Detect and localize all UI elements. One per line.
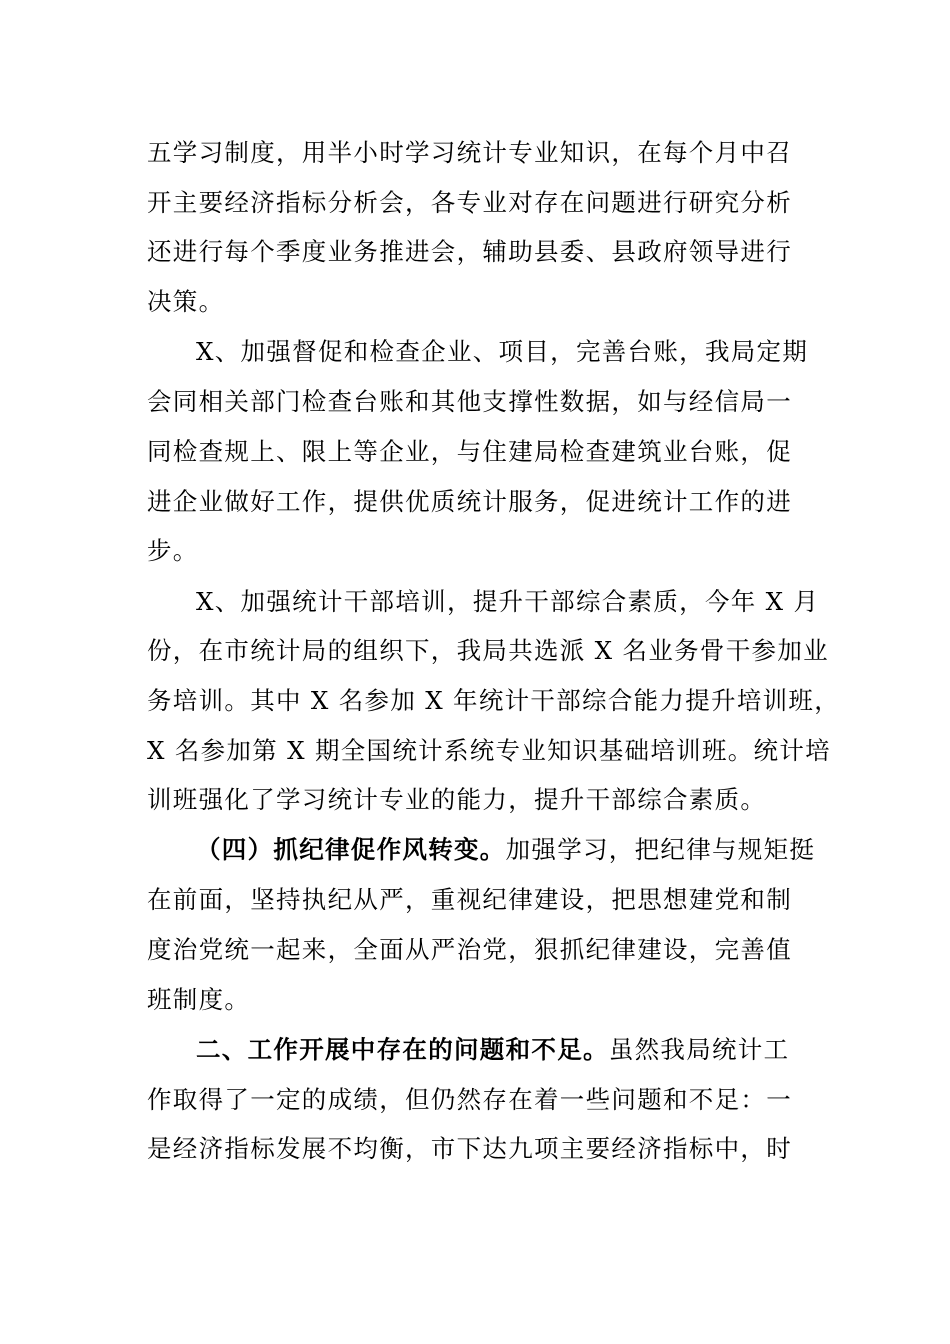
paragraph-4-line-3: 度治党统一起来，全面从严治党，狠抓纪律建设，完善值: [147, 935, 792, 964]
paragraph-2-line-1: X、加强督促和检查企业、项目，完善台账，我局定期: [196, 337, 809, 366]
paragraph-3-line-1: X、加强统计干部培训，提升干部综合素质，今年 X 月: [196, 587, 820, 616]
paragraph-1-line-1: 五学习制度，用半小时学习统计专业知识，在每个月中召: [147, 138, 792, 167]
paragraph-3-line-2: 份，在市统计局的组织下，我局共选派 X 名业务骨干参加业: [147, 636, 829, 665]
paragraph-5-line-1-text: 虽然我局统计工: [608, 1035, 790, 1064]
paragraph-5-line-2: 作取得了一定的成绩，但仍然存在着一些问题和不足：一: [147, 1085, 792, 1114]
section-heading-2: 二、工作开展中存在的问题和不足。: [196, 1035, 609, 1064]
paragraph-5-line-3: 是经济指标发展不均衡，市下达九项主要经济指标中，时: [147, 1134, 792, 1163]
paragraph-4-line-1-text: 加强学习，把纪律与规矩挺: [505, 835, 816, 864]
paragraph-1-line-4: 决策。: [147, 287, 225, 316]
paragraph-4-line-4: 班制度。: [147, 985, 251, 1014]
paragraph-2-line-4: 进企业做好工作，提供优质统计服务，促进统计工作的进: [147, 487, 792, 516]
paragraph-5-line-1: [196, 1033, 807, 1067]
paragraph-4-line-1: [196, 833, 816, 867]
paragraph-1-line-3: 还进行每个季度业务推进会，辅助县委、县政府领导进行: [147, 237, 792, 266]
section-heading-4: （四）抓纪律促作风转变。: [196, 835, 506, 864]
paragraph-4-line-2: 在前面，坚持执纪从严，重视纪律建设，把思想建党和制: [147, 885, 792, 914]
paragraph-2-line-2: 会同相关部门检查台账和其他支撑性数据，如与经信局一: [147, 387, 792, 416]
paragraph-3-line-5: 训班强化了学习统计专业的能力，提升干部综合素质。: [147, 785, 767, 814]
paragraph-3-line-4: X 名参加第 X 期全国统计系统专业知识基础培训班。统计培: [147, 736, 831, 765]
paragraph-1-line-2: 开主要经济指标分析会，各专业对存在问题进行研究分析: [147, 188, 792, 217]
paragraph-2-line-3: 同检查规上、限上等企业，与住建局检查建筑业台账，促: [147, 437, 792, 466]
paragraph-2-line-5: 步。: [147, 536, 199, 565]
paragraph-3-line-3: 务培训。其中 X 名参加 X 年统计干部综合能力提升培训班，: [147, 686, 841, 715]
